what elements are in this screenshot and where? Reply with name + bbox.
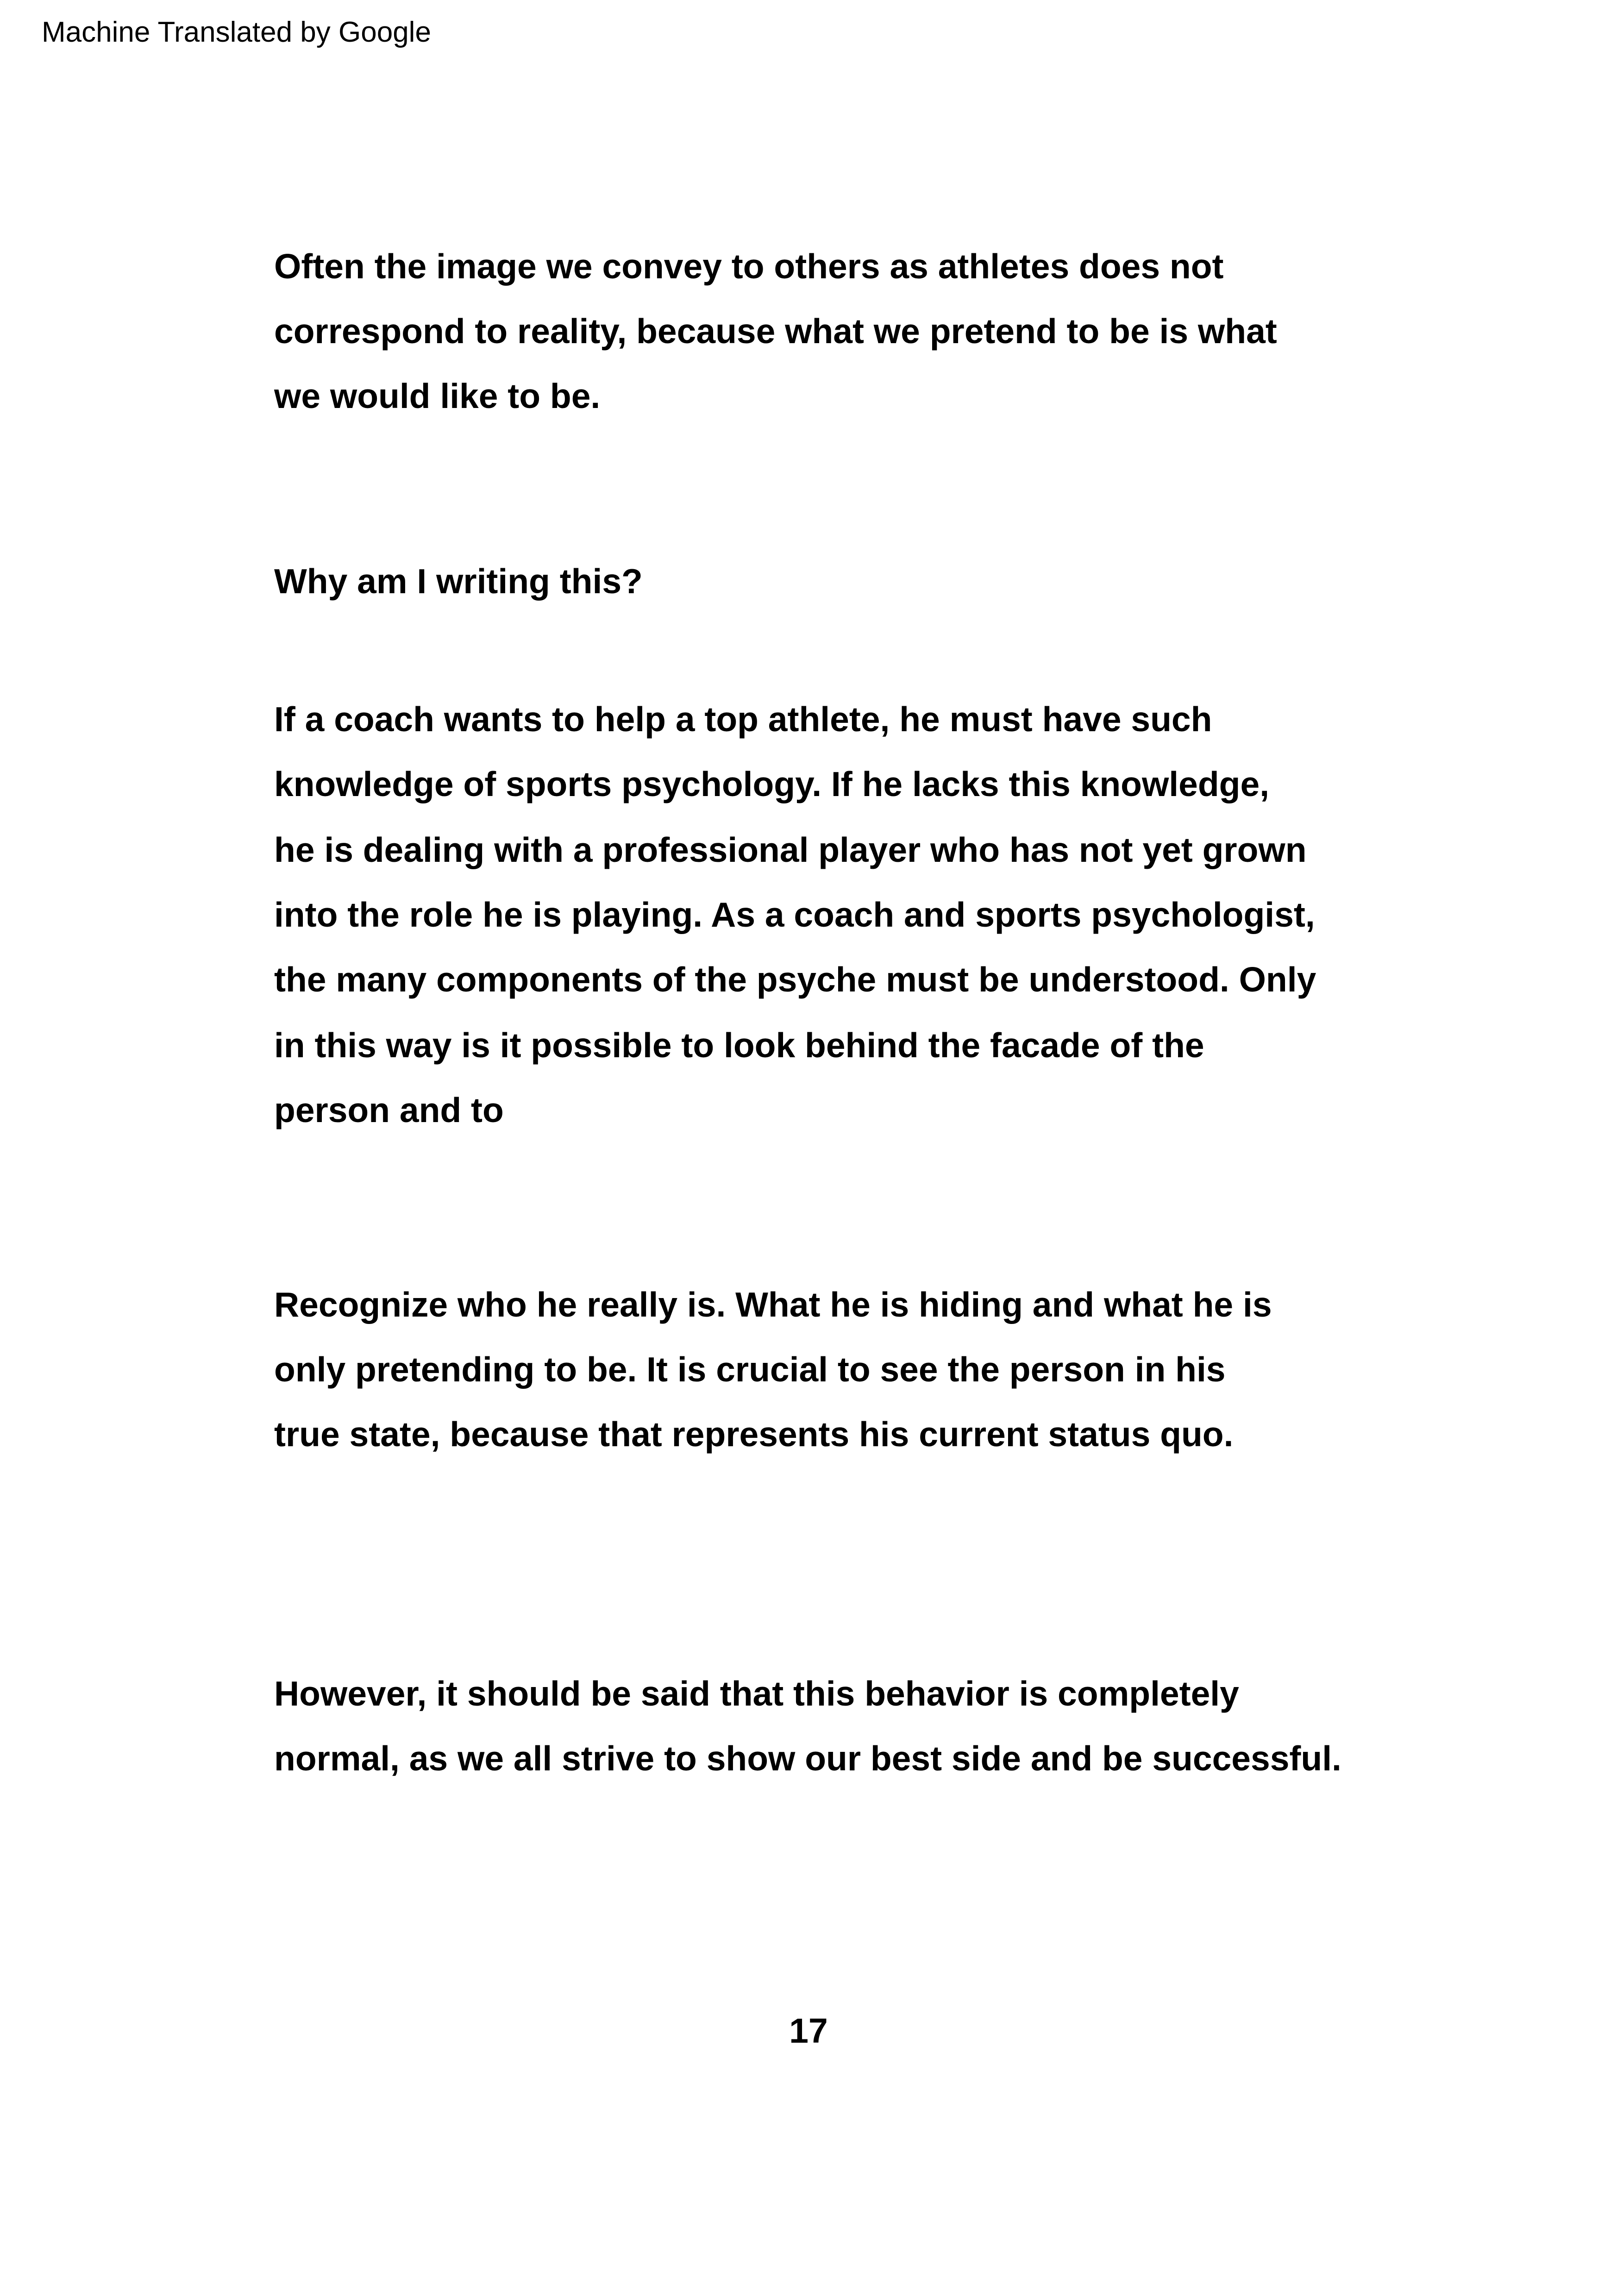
paragraph-line: in this way is it possible to look behind the facade of the bbox=[274, 1026, 1204, 1065]
paragraph-line: into the role he is playing. As a coach and sports psychologist, bbox=[274, 895, 1315, 934]
paragraph-line: Recognize who he really is. What he is hiding and what he is bbox=[274, 1285, 1272, 1324]
paragraph-line: correspond to reality, because what we pretend to be is what bbox=[274, 312, 1277, 351]
paragraph-line: true state, because that represents his current status quo. bbox=[274, 1415, 1234, 1454]
paragraph-line: However, it should be said that this behavior is completely bbox=[274, 1674, 1239, 1713]
paragraph-line: normal, as we all strive to show our best side and be successful. bbox=[274, 1739, 1341, 1778]
paragraph-line: If a coach wants to help a top athlete, he must have such bbox=[274, 700, 1212, 739]
paragraph-line: knowledge of sports psychology. If he lacks this knowledge, bbox=[274, 765, 1270, 803]
section-heading: Why am I writing this? bbox=[274, 562, 643, 601]
paragraph-line: he is dealing with a professional player who has not yet grown bbox=[274, 830, 1307, 869]
paragraph-line: person and to bbox=[274, 1091, 504, 1129]
paragraph-line: only pretending to be. It is crucial to see the person in his bbox=[274, 1350, 1226, 1389]
paragraph-line: the many components of the psyche must be understood. Only bbox=[274, 960, 1316, 999]
machine-translation-notice: Machine Translated by Google bbox=[42, 16, 431, 48]
paragraph-line: Often the image we convey to others as athletes does not bbox=[274, 247, 1224, 286]
page-number: 17 bbox=[789, 2011, 828, 2050]
paragraph-line: we would like to be. bbox=[274, 376, 601, 415]
